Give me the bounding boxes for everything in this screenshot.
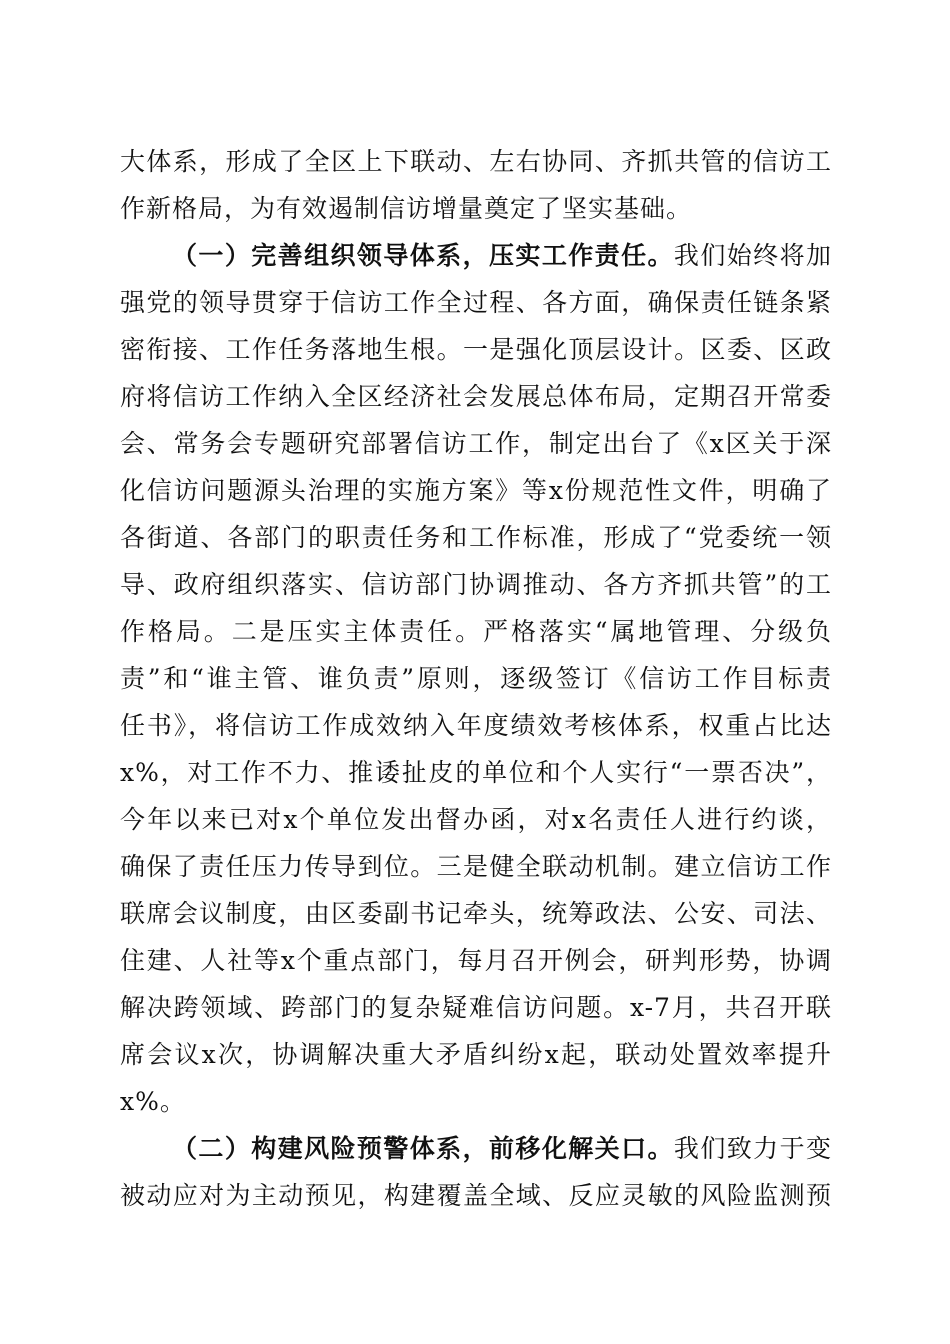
section1-line-1: 强党的领导贯穿于信访工作全过程、各方面，确保责任链条紧 [120,288,832,317]
section1-heading: （一）完善组织领导体系，压实工作责任。 [172,241,674,270]
section1-line-2: 密衔接、工作任务落地生根。一是强化顶层设计。区委、区政 [120,335,832,364]
section1-first-line-text: 我们始终将加 [673,241,832,270]
section1-line-12: 今年以来已对x个单位发出督办函，对x名责任人进行约谈， [120,805,832,834]
section1-line-14: 联席会议制度，由区委副书记牵头，统筹政法、公安、司法、 [120,899,832,928]
section1-line-15: 住建、人社等x个重点部门，每月召开例会，研判形势，协调 [120,946,832,975]
section1-line-9: 责”和“谁主管、谁负责”原则，逐级签订《信访工作目标责 [120,664,832,693]
section1-line-7: 导、政府组织落实、信访部门协调推动、各方齐抓共管”的工 [120,570,832,599]
section1-line-5: 化信访问题源头治理的实施方案》等x份规范性文件，明确了 [120,476,832,505]
section1-line-17: 席会议x次，协调解决重大矛盾纠纷x起，联动处置效率提升 [120,1040,832,1069]
section2-heading: （二）构建风险预警体系，前移化解关口。 [172,1134,674,1163]
section1-line-18: x%。 [120,1087,186,1116]
section1-line-3: 府将信访工作纳入全区经济社会发展总体布局，定期召开常委 [120,382,832,411]
section1-line-13: 确保了责任压力传导到位。三是健全联动机制。建立信访工作 [120,852,832,881]
section1-line-6: 各街道、各部门的职责任务和工作标准，形成了“党委统一领 [120,523,832,552]
intro-line-1: 大体系，形成了全区上下联动、左右协同、齐抓共管的信访工 [120,147,832,176]
intro-line-2: 作新格局，为有效遏制信访增量奠定了坚实基础。 [120,194,693,223]
section1-line-4: 会、常务会专题研究部署信访工作，制定出台了《x区关于深 [120,429,832,458]
section1-line-8: 作格局。二是压实主体责任。严格落实“属地管理、分级负 [120,617,832,646]
section1-first-line [172,236,832,276]
section2-first-line-text: 我们致力于变 [673,1134,832,1163]
section2-line-1: 被动应对为主动预见，构建覆盖全域、反应灵敏的风险监测预 [120,1181,832,1210]
section1-line-11: x%，对工作不力、推诿扯皮的单位和个人实行“一票否决”， [120,758,832,787]
section1-line-16: 解决跨领域、跨部门的复杂疑难信访问题。x-7月，共召开联 [120,993,832,1022]
section1-line-10: 任书》，将信访工作成效纳入年度绩效考核体系，权重占比达 [120,711,832,740]
section2-first-line [172,1129,832,1169]
